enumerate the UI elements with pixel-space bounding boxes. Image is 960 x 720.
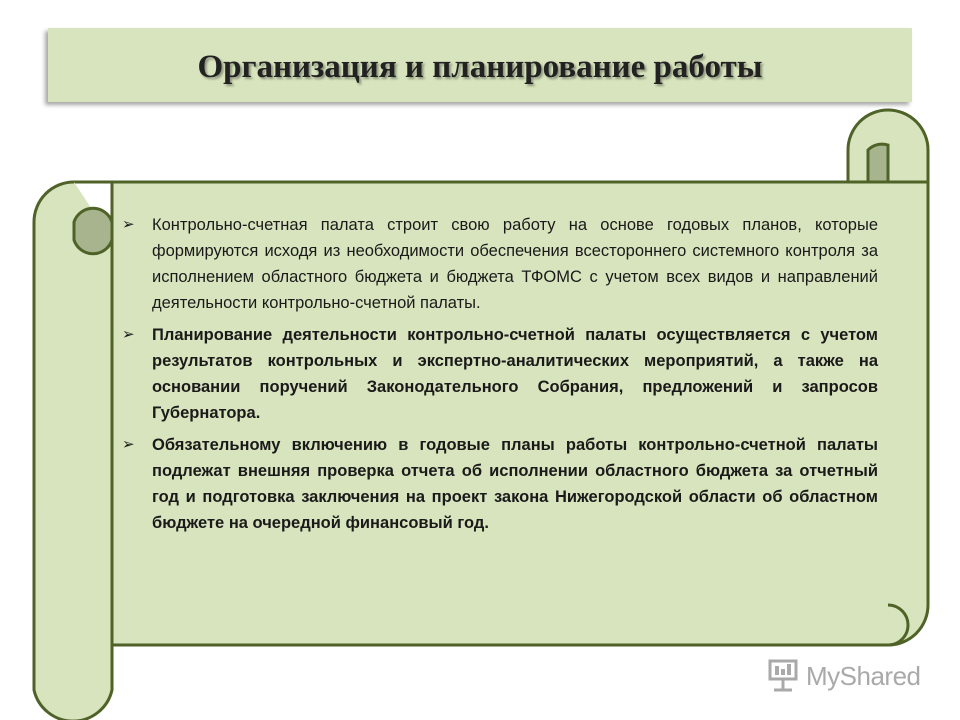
bullet-item	[118, 432, 878, 536]
arrow-bullet-icon: ➢	[122, 436, 135, 453]
presentation-icon	[766, 659, 802, 693]
arrow-bullet-icon: ➢	[122, 216, 135, 233]
scroll-left-curl	[74, 208, 112, 254]
watermark	[766, 656, 921, 696]
watermark-text: MyShared	[806, 660, 921, 691]
scroll-top-curl-inner	[868, 144, 888, 182]
bullet-item	[118, 212, 878, 316]
bullet-text: Контрольно-счетная палата строит свою работу на основе годовых планов, которые формируются исходя из необходимости обеспечения всестороннего системного контроля за исполнением областного бюджета и бюджета ТФОМС с учетом всех видов и направлений деятельности контрольно-счетной палаты.	[152, 216, 878, 312]
arrow-bullet-icon: ➢	[122, 326, 135, 343]
scroll-left-roll	[34, 182, 112, 720]
bullet-text: Обязательному включению в годовые планы работы контрольно-счетной палаты подлежат внешняя проверка отчета об исполнении областного бюджета за отчетный год и подготовка заключения на проект закона Нижегородской области об областном бюджете на очередной финансовый год.	[152, 436, 878, 532]
page-title: Организация и планирование работы	[197, 49, 763, 85]
bullet-item	[118, 322, 878, 426]
scroll-content	[118, 212, 878, 542]
bullet-text: Планирование деятельности контрольно-счетной палаты осуществляется с учетом результатов контрольных и экспертно-аналитических мероприятий, а также на основании поручений Законодательного Собрания, предложений и запросов Губернатора.	[152, 326, 878, 422]
